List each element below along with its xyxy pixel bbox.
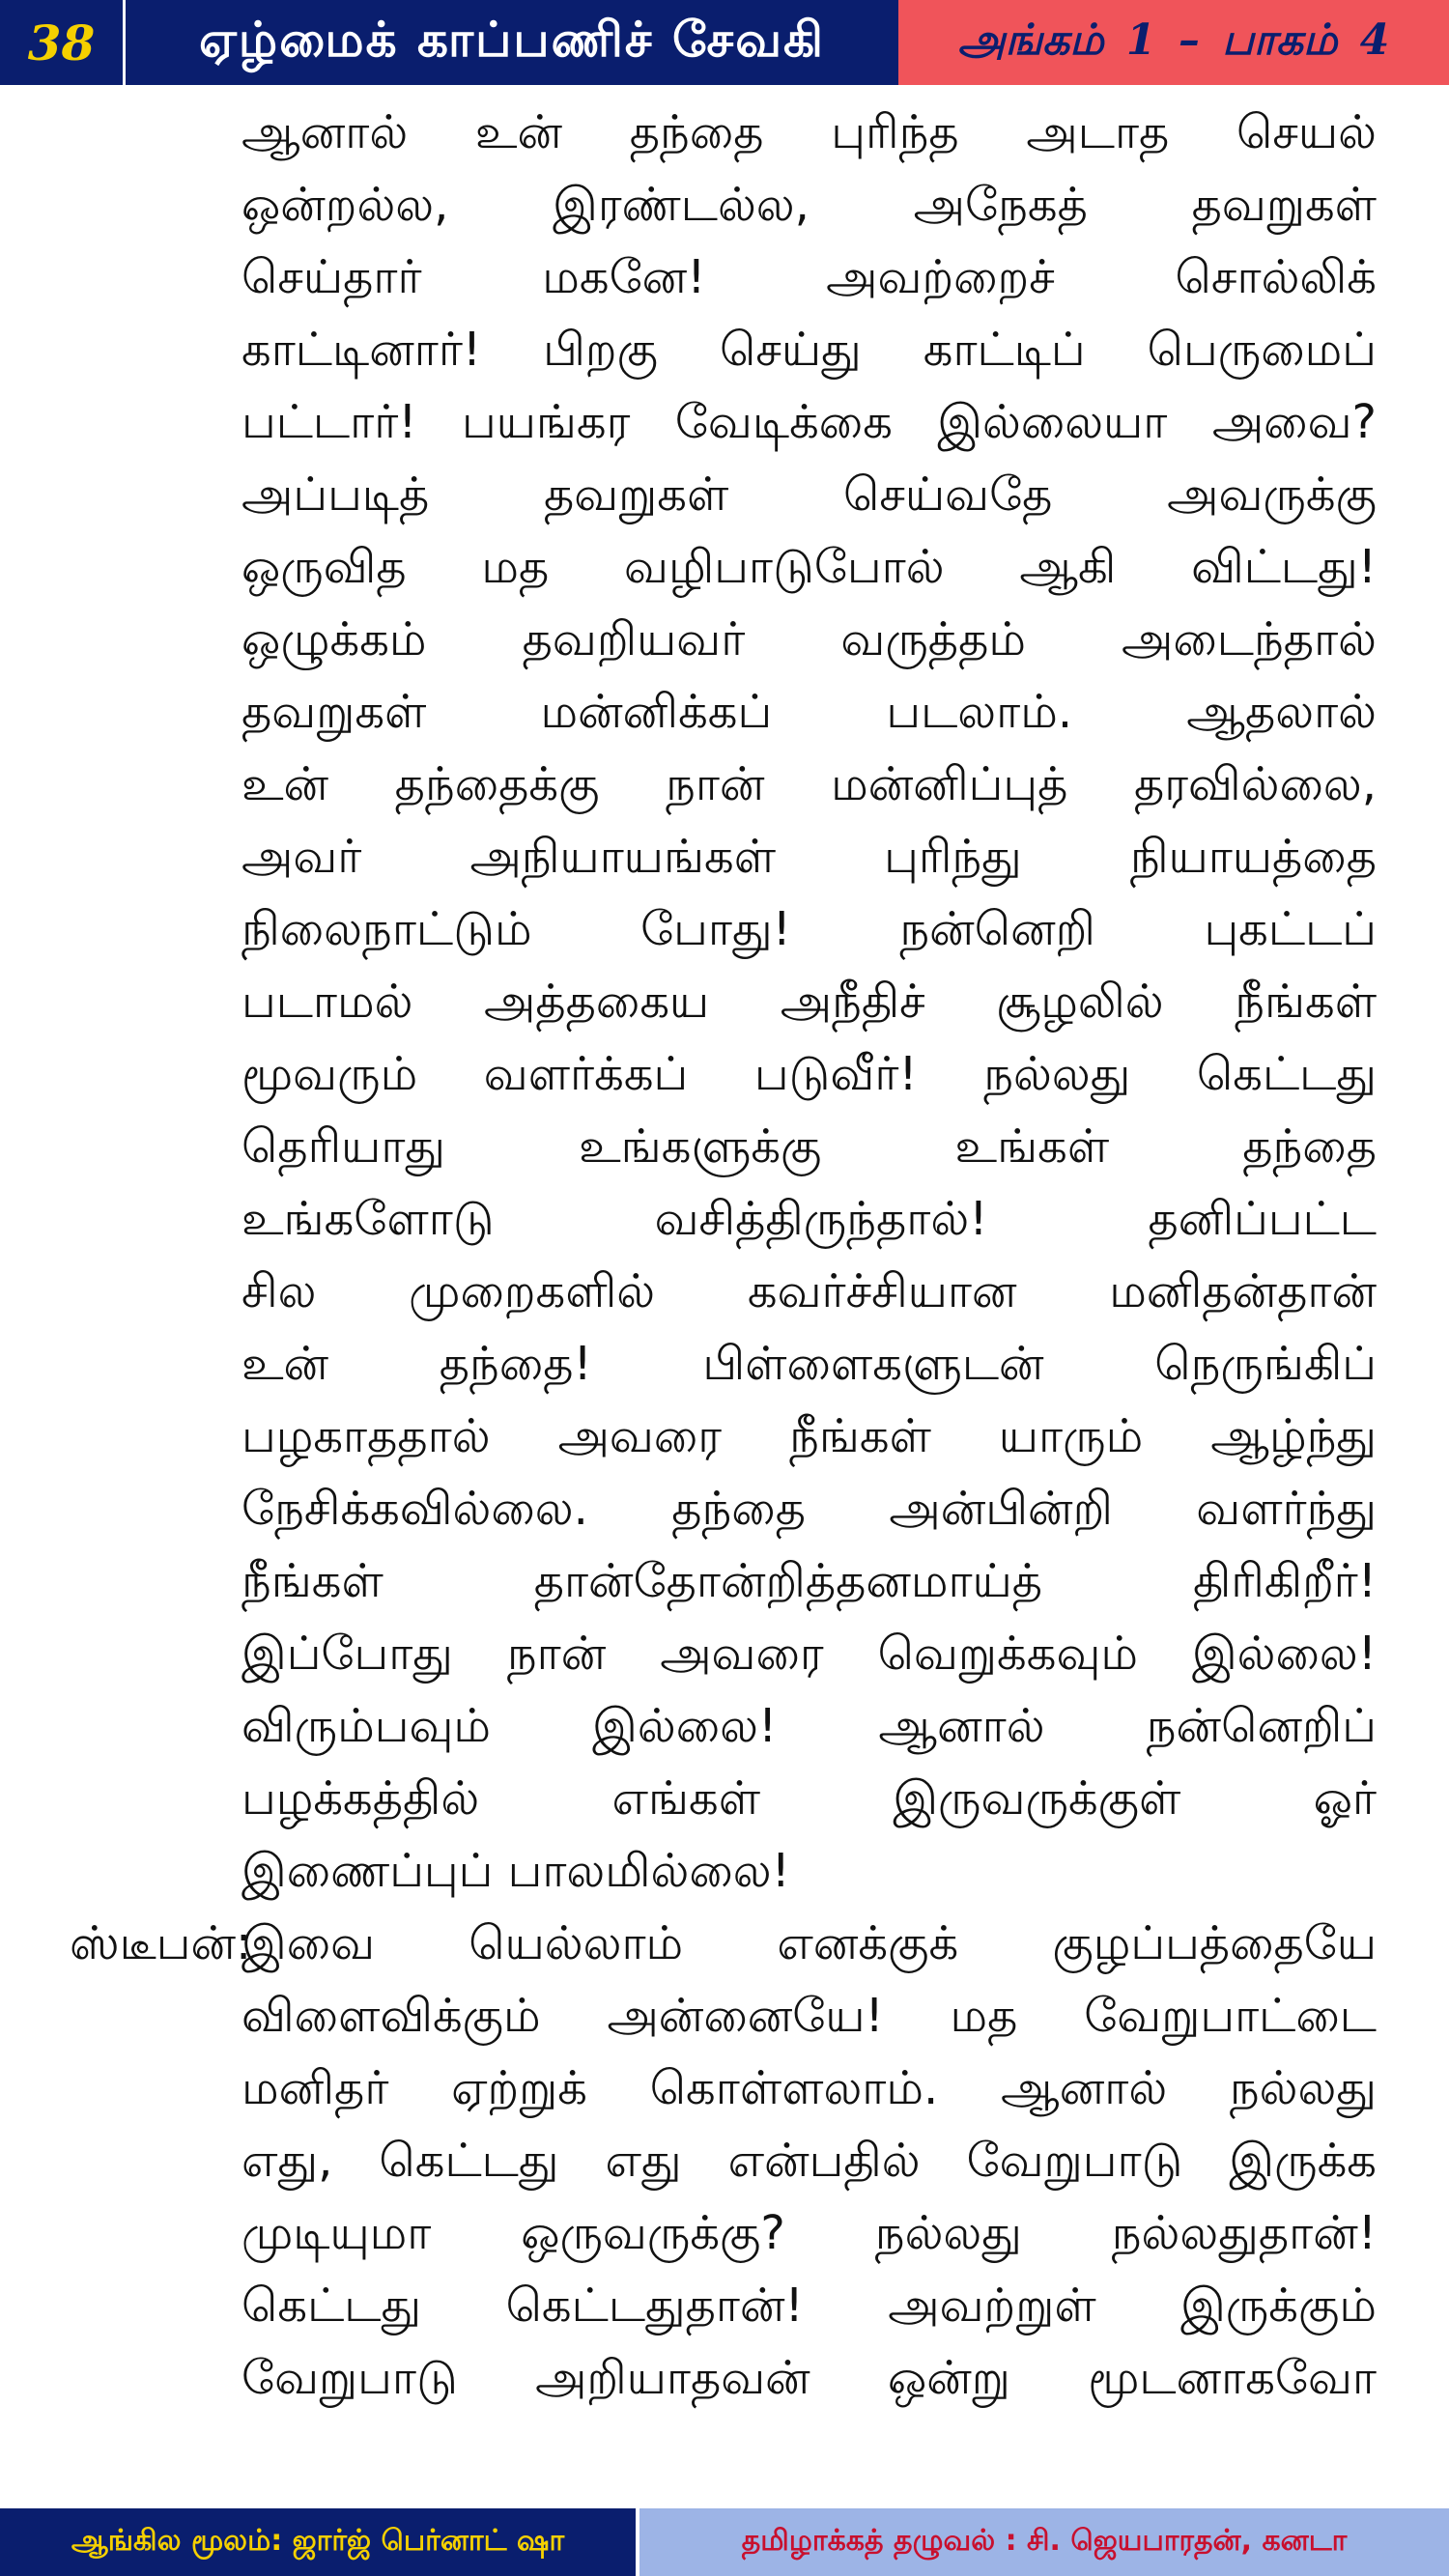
page-number: 38 <box>0 0 126 85</box>
text-line: உன் தந்தை! பிள்ளைகளுடன் நெருங்கிப் <box>242 1337 1377 1391</box>
text-line: இப்போது நான் அவரை வெறுக்கவும் இல்லை! <box>242 1627 1377 1681</box>
translator-credit: தமிழாக்கத் தழுவல் : சி. ஜெயபாரதன், கனடா <box>639 2508 1449 2576</box>
text-line: பட்டார்! பயங்கர வேடிக்கை இல்லையா அவை? <box>242 395 1377 449</box>
dialogue-paragraph <box>242 1908 1377 2415</box>
text-line: வேறுபாடு அறியாதவன் ஒன்று மூடனாகவோ <box>242 2351 1377 2405</box>
text-line: மூவரும் வளர்க்கப் படுவீர்! நல்லது கெட்டது <box>242 1047 1377 1101</box>
text-line: ஒருவித மத வழிபாடுபோல் ஆகி விட்டது! <box>242 540 1377 594</box>
text-line: காட்டினார்! பிறகு செய்து காட்டிப் பெருமைப் <box>242 323 1377 377</box>
speaker-block <box>0 1908 1449 2415</box>
text-line: செய்தார் மகனே! அவற்றைச் சொல்லிக் <box>242 250 1377 304</box>
text-line: உங்களோடு வசித்திருந்தால்! தனிப்பட்ட <box>242 1192 1377 1246</box>
original-author-credit: ஆங்கில மூலம்: ஜார்ஜ் பெர்னாட் ஷா <box>0 2508 639 2576</box>
text-line: இவை யெல்லாம் எனக்குக் குழப்பத்தையே <box>242 1916 1377 1970</box>
text-line: இணைப்புப் பாலமில்லை! <box>242 1844 790 1898</box>
text-line: அவர் அநியாயங்கள் புரிந்து நியாயத்தை <box>242 830 1377 884</box>
text-line: மனிதர் ஏற்றுக் கொள்ளலாம். ஆனால் நல்லது <box>242 2061 1377 2115</box>
text-line: அப்படித் தவறுகள் செய்வதே அவருக்கு <box>242 467 1377 522</box>
text-line: தவறுகள் மன்னிக்கப் படலாம். ஆதலால் <box>242 685 1377 739</box>
text-line: கெட்டது கெட்டதுதான்! அவற்றுள் இருக்கும் <box>242 2279 1377 2333</box>
dialogue-paragraph <box>242 97 1377 1908</box>
text-line: பழகாததால் அவரை நீங்கள் யாரும் ஆழ்ந்து <box>242 1409 1377 1463</box>
text-line: எது, கெட்டது எது என்பதில் வேறுபாடு இருக்க <box>242 2134 1377 2188</box>
book-title: ஏழ்மைக் காப்பணிச் சேவகி <box>126 0 898 85</box>
text-line: உன் தந்தைக்கு நான் மன்னிப்புத் தரவில்லை, <box>242 757 1377 811</box>
text-line: சில முறைகளில் கவர்ச்சியான மனிதன்தான் <box>242 1264 1377 1318</box>
text-line: நீங்கள் தான்தோன்றித்தனமாய்த் திரிகிறீர்! <box>242 1554 1377 1608</box>
page-header <box>0 0 1449 85</box>
text-line: பழக்கத்தில் எங்கள் இருவருக்குள் ஓர் <box>242 1771 1377 1826</box>
speaker-name: ஸ்டீபன்: <box>70 1916 252 1970</box>
text-line: ஒழுக்கம் தவறியவர் வருத்தம் அடைந்தால் <box>242 612 1377 666</box>
text-line: ஒன்றல்ல, இரண்டல்ல, அநேகத் தவறுகள் <box>242 178 1377 232</box>
text-line: விளைவிக்கும் அன்னையே! மத வேறுபாட்டை <box>242 1989 1377 2043</box>
text-line: தெரியாது உங்களுக்கு உங்கள் தந்தை <box>242 1119 1377 1174</box>
page-footer <box>0 2508 1449 2576</box>
text-line: நிலைநாட்டும் போது! நன்னெறி புகட்டப் <box>242 902 1377 956</box>
text-line: விரும்பவும் இல்லை! ஆனால் நன்னெறிப் <box>242 1699 1377 1753</box>
text-line: படாமல் அத்தகைய அநீதிச் சூழலில் நீங்கள் <box>242 975 1377 1029</box>
text-line: நேசிக்கவில்லை. தந்தை அன்பின்றி வளர்ந்து <box>242 1482 1377 1536</box>
text-line: ஆனால் உன் தந்தை புரிந்த அடாத செயல் <box>242 105 1377 159</box>
act-section-label: அங்கம் 1 – பாகம் 4 <box>898 0 1449 85</box>
page-content <box>0 97 1449 2415</box>
text-line: முடியுமா ஒருவருக்கு? நல்லது நல்லதுதான்! <box>242 2206 1377 2260</box>
